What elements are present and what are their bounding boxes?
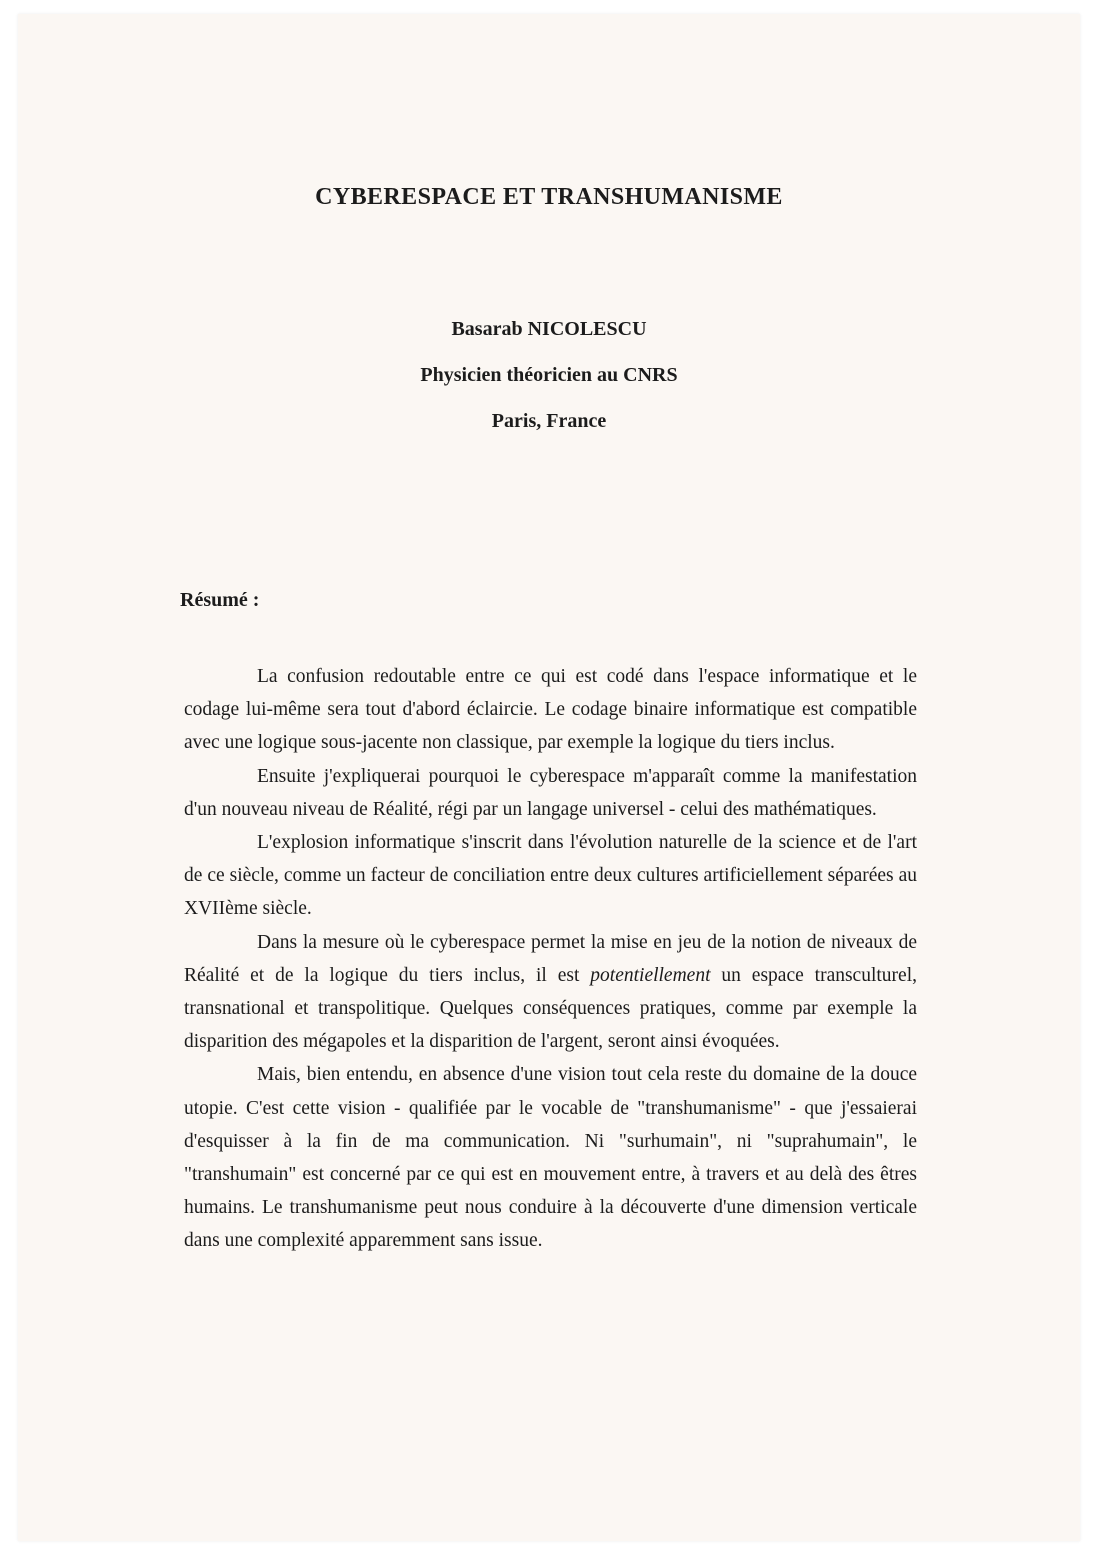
author-location: Paris, France (491, 410, 607, 432)
document-page (18, 14, 1080, 1541)
paragraph-4-text-end: un espace transculturel, transnational et transpolitique. Quelques conséquences pratiques, comme par exemple la disparition des mégapoles et la disparition de l'argent, seront ainsi évoquées. (184, 964, 917, 1053)
abstract-heading: Résumé : (180, 589, 260, 611)
author-affiliation: Physicien théoricien au CNRS (420, 364, 678, 386)
author-name: Basarab NICOLESCU (451, 318, 647, 340)
document-title: CYBERESPACE ET TRANSHUMANISME (315, 184, 783, 210)
abstract-paragraph-2: Ensuite j'expliquerai pourquoi le cyberespace m'apparaît comme la manifestation d'un nouveau niveau de Réalité, régi par un langage universel - celui des mathématiques. (184, 765, 917, 820)
abstract-paragraph-3: L'explosion informatique s'inscrit dans l'évolution naturelle de la science et de l'art de ce siècle, comme un facteur de conciliation entre deux cultures artificiellement séparées au XVIIème siècle. (184, 832, 917, 920)
emphasis-potentiellement: potentiellement (590, 964, 711, 986)
abstract-paragraph-5: Mais, bien entendu, en absence d'une vision tout cela reste du domaine de la douce utopie. C'est cette vision - qualifiée par le vocable de "transhumanisme" - que j'essaierai d'esquisser à la fin de ma communication. Ni "surhumain", ni "suprahumain", le "transhumain" est concerné par ce qui est en mouvement entre, à travers et au delà des êtres humains. Le transhumanisme peut nous conduire à la découverte d'une dimension verticale dans une complexité apparemment sans issue. (184, 1064, 917, 1252)
abstract-body (184, 660, 917, 1258)
author-block (18, 316, 1080, 454)
paragraph-4-text-start: Dans la mesure où le cyberespace permet la mise en jeu de la notion de niveaux de Réalité et de la logique du tiers inclus, il est (184, 931, 917, 986)
abstract-paragraph-1: La confusion redoutable entre ce qui est codé dans l'espace informatique et le codage lui-même sera tout d'abord éclaircie. Le codage binaire informatique est compatible avec une logique sous-jacente non classique, par exemple la logique du tiers inclus. (184, 666, 917, 754)
abstract-paragraph-4 (184, 926, 917, 1059)
